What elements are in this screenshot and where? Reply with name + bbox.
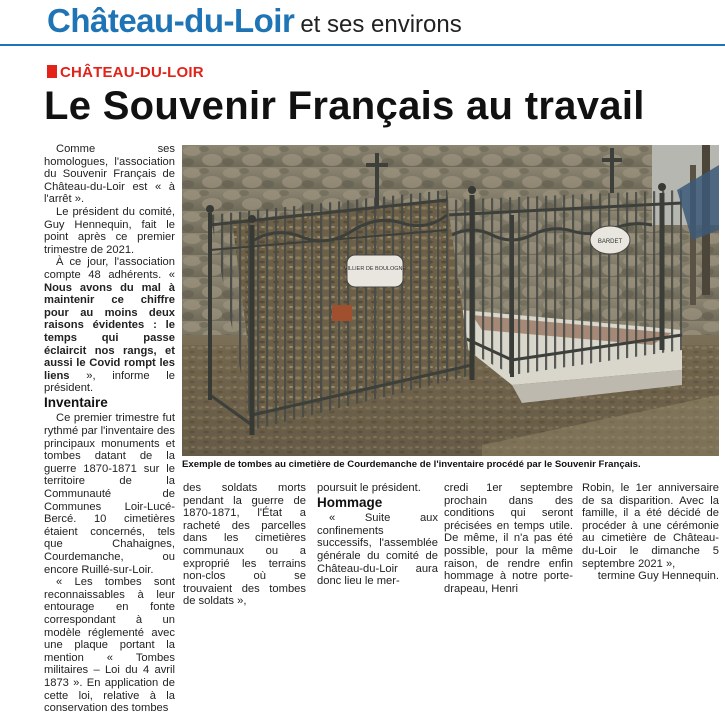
article-photo (182, 145, 719, 456)
cemetery-graves-illustration (182, 145, 719, 456)
paragraph: Robin, le 1er anniversaire de sa disparition. Avec la famille, il a été décidé de procéder à une cérémonie au cimetière de Château-du-Loir le dimanche 5 septembre 2021 », (582, 482, 719, 570)
quote-bold: Nous avons du mal à maintenir ce chiffre pour au moins deux raisons évidentes : le temps qui passe éclaircit nos rangs, et aussi le Covid rompt les liens (44, 281, 175, 382)
paragraph-signature: termine Guy Hennequin. (597, 570, 719, 583)
paragraph: Comme ses homologues, l'association du Souvenir Français de Château-du-Loir est « à l'arrêt ». (44, 143, 175, 206)
kicker-marker-icon (47, 65, 57, 78)
text-run: », informe le président. (44, 369, 175, 395)
section-subtitle: et ses environs (300, 11, 462, 38)
article-column-1 (44, 143, 175, 715)
header-rule (0, 44, 725, 46)
paragraph (44, 256, 175, 395)
plaque-right-text: BARDET (597, 239, 623, 245)
kicker (47, 64, 204, 82)
paragraph: Le président du comité, Guy Hennequin, fait le point après ce premier trimestre de 2021. (44, 205, 175, 256)
paragraph: credi 1er septembre prochain dans des conditions qui seront précisées en temps utile. De même, il n'a pas été possible, pour la même raison, de rendre enfin hommage à notre porte-drapeau, Henri (444, 482, 573, 595)
article-column-2 (183, 482, 306, 608)
plaque-left-text: VILLIER DE BOULOGNE (343, 266, 407, 272)
paragraph: Ce premier trimestre fut rythmé par l'inventaire des principaux monuments et tombes datant de la guerre 1870-1871 sur le territoire de la Communauté de Communes Loir-Lucé-Bercé. 10 cimetières étaient concernés, tels que Chahaignes, Courdemanche, ou encore Ruillé-sur-Loir. (44, 412, 175, 576)
text-run: À ce jour, l'association compte 48 adhérents. « (44, 256, 175, 281)
section-title (47, 2, 462, 40)
paragraph: poursuit le président. (317, 482, 421, 494)
paragraph: « Les tombes sont reconnaissables à leur entourage en fonte correspondant à un modèle réglementé avec une plaque portant la mention « Tombes militaires – Loi du 4 avril 1873 ». En application de cette loi, relative à la conservation des tombes (44, 576, 175, 715)
subheading-hommage: Hommage (317, 494, 383, 510)
headline: Le Souvenir Français au travail (44, 84, 645, 128)
paragraph: « Suite aux confinements successifs, l'assemblée générale du comité de Château-du-Loir aura donc lieu le mer- (317, 512, 438, 588)
subheading-inventaire: Inventaire (44, 394, 108, 410)
paragraph: des soldats morts pendant la guerre de 1870-1871, l'État a racheté des parcelles dans les cimetières communaux ou a exproprié les terrains non-clos où se trouvaient des tombes de soldats », (183, 482, 306, 608)
article-column-4 (444, 482, 573, 595)
photo-caption: Exemple de tombes au cimetière de Courdemanche de l'inventaire procédé par le Souvenir Français. (182, 459, 641, 470)
article-column-5 (582, 482, 719, 583)
article-column-3 (317, 482, 438, 588)
section-town: Château-du-Loir (47, 2, 295, 39)
kicker-text: CHÂTEAU-DU-LOIR (60, 64, 204, 81)
